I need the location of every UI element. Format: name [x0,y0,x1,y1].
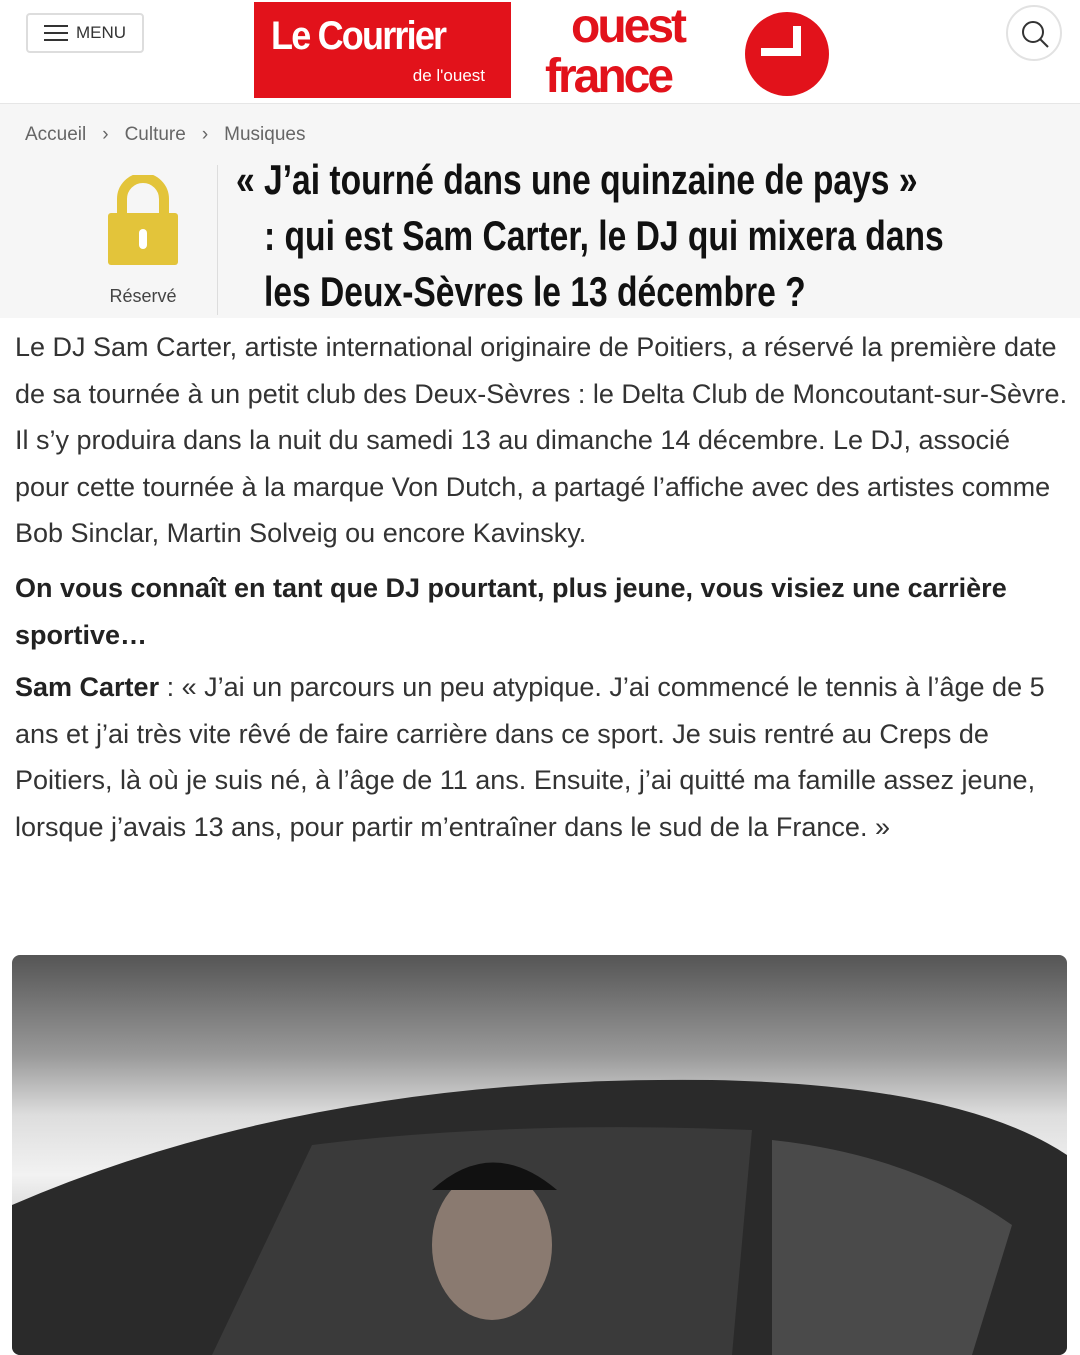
article-photo[interactable] [12,955,1067,1355]
answer-text: : « J’ai un parcours un peu atypique. J’ai commencé le tennis à l’âge de 5 ans et j’ai très vite rêvé de faire carrière dans ce sport. Je suis rentré au Creps de Poitiers, là où je suis né, à l’âge de 11 ans. Ensuite, j’ai quitté ma famille assez jeune, lorsque j’avais 13 ans, pour partir m’entraîner dans le sud de la France. » [15,672,1045,842]
logo-subtext: de l'ouest [412,66,485,85]
breadcrumb [25,124,305,146]
logo-line: france [545,50,672,103]
menu-button[interactable] [26,13,144,53]
article-title [236,152,1076,320]
interview-question: On vous connaît en tant que DJ pourtant, plus jeune, vous visiez une carrière sportive… [15,572,1007,650]
search-icon [1020,19,1050,49]
title-line: les Deux-Sèvres le 13 décembre ? [264,268,806,315]
menu-label: MENU [75,23,127,42]
reserved-badge [88,175,198,307]
title-line: : qui est Sam Carter, le DJ qui mixera dans [264,212,944,259]
breadcrumb-culture[interactable]: Culture [124,124,186,145]
lock-icon [106,175,180,265]
reserved-label: Réservé [109,286,177,306]
ouest-france-logo[interactable] [545,2,684,102]
breadcrumb-accueil[interactable]: Accueil [25,124,87,145]
search-button[interactable] [1006,5,1062,61]
chevron-right-icon: › [201,124,209,145]
logo-text: Le Courrier [271,14,446,58]
site-header [0,0,1080,104]
article-body [15,324,1070,851]
logo-line: ouest [571,0,685,53]
car-photo-illustration [12,955,1067,1355]
hamburger-icon [44,25,68,41]
chevron-right-icon: › [102,124,109,145]
le-courrier-logo[interactable] [254,2,511,98]
interview-answer [15,664,1070,850]
title-line: « J’ai tourné dans une quinzaine de pays » [236,156,918,203]
divider [217,165,218,315]
breadcrumb-musiques[interactable]: Musiques [224,124,306,145]
article-intro: Le DJ Sam Carter, artiste international originaire de Poitiers, a réservé la première date de sa tournée à un petit club des Deux-Sèvres : le Delta Club de Moncoutant-sur-Sèvre. Il s’y produira dans la nuit du samedi 13 au dimanche 14 décembre. Le DJ, associé pour cette tournée à la marque Von Dutch, a partagé l’affiche avec des artistes comme Bob Sinclar, Martin Solveig ou encore Kavinsky. [15,332,1068,549]
answer-speaker: Sam Carter [15,672,160,703]
ouest-france-mark-icon [745,12,829,96]
